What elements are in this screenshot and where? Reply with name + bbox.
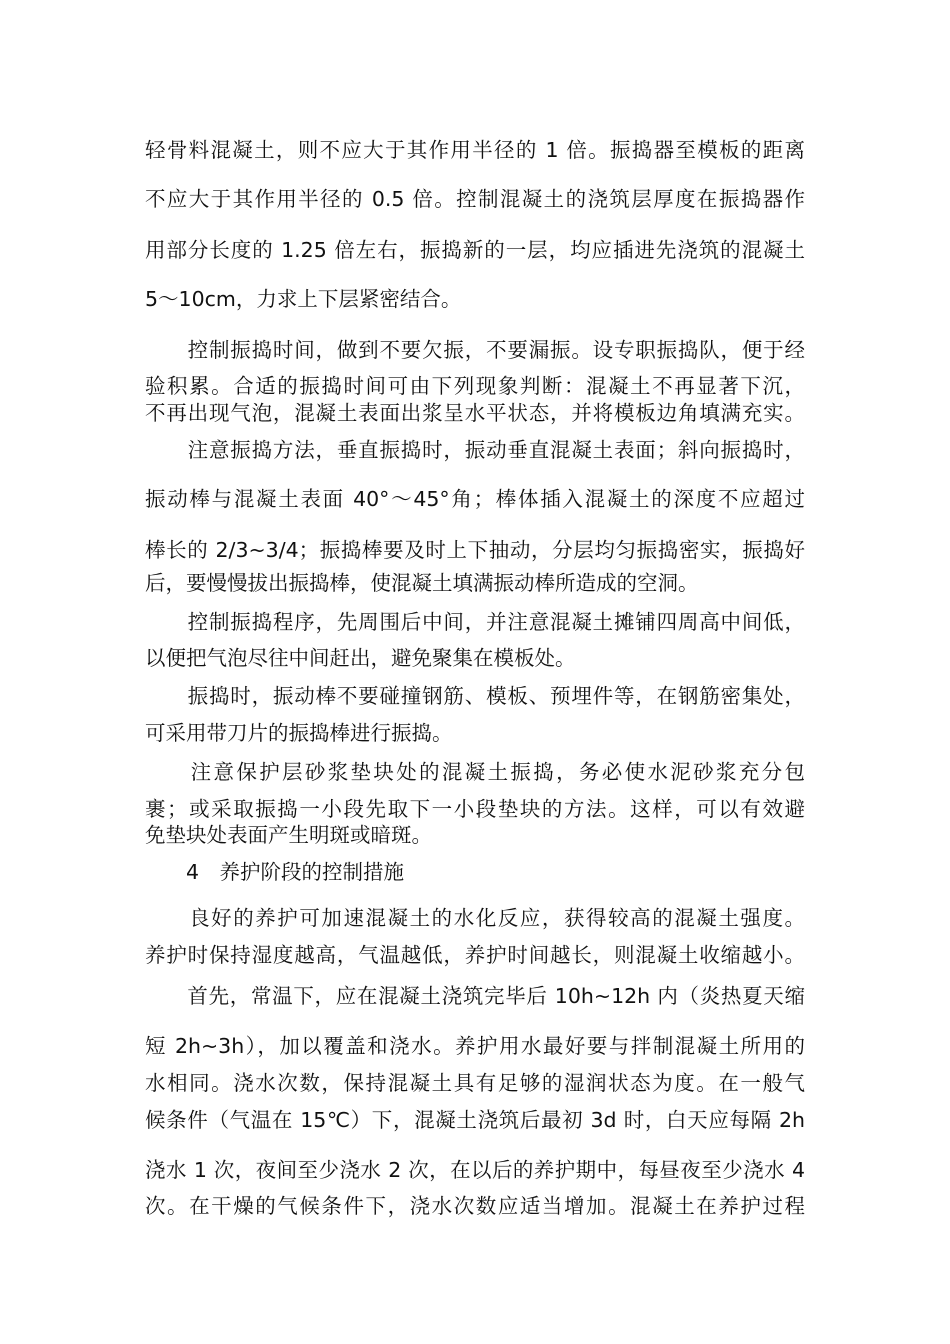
text-line: 不再出现气泡，混凝土表面出浆呈水平状态，并将模板边角填满充实。 <box>145 401 805 425</box>
text-line: 5～10cm，力求上下层紧密结合。 <box>145 287 462 311</box>
text-line: 养护时保持湿度越高，气温越低，养护时间越长，则混凝土收缩越小。 <box>145 943 805 967</box>
text-line: 次。在干燥的气候条件下，浇水次数应适当增加。混凝土在养护过程 <box>145 1194 805 1218</box>
text-line: 注意保护层砂浆垫块处的混凝土振捣，务必使水泥砂浆充分包 <box>145 760 805 784</box>
text-line: 振捣时，振动棒不要碰撞钢筋、模板、预埋件等，在钢筋密集处， <box>145 684 805 708</box>
text-line: 可采用带刀片的振捣棒进行振捣。 <box>145 721 453 745</box>
text-line: 不应大于其作用半径的 0.5 倍。控制混凝土的浇筑层厚度在振捣器作 <box>145 187 805 211</box>
text-line: 裹；或采取振捣一小段先取下一小段垫块的方法。这样，可以有效避 <box>145 797 805 821</box>
text-line: 免垫块处表面产生明斑或暗斑。 <box>145 823 432 847</box>
text-line: 候条件（气温在 15℃）下，混凝土浇筑后最初 3d 时，白天应每隔 2h <box>145 1108 805 1132</box>
text-line: 浇水 1 次，夜间至少浇水 2 次，在以后的养护期中，每昼夜至少浇水 4 <box>145 1158 805 1182</box>
section-heading: 4 养护阶段的控制措施 <box>145 860 405 884</box>
text-line: 控制振捣程序，先周围后中间，并注意混凝土摊铺四周高中间低， <box>145 610 805 634</box>
text-line: 以便把气泡尽往中间赶出，避免聚集在模板处。 <box>145 646 576 670</box>
text-line: 用部分长度的 1.25 倍左右，振捣新的一层，均应插进先浇筑的混凝土 <box>145 238 805 262</box>
text-line: 验积累。合适的振捣时间可由下列现象判断：混凝土不再显著下沉， <box>145 374 805 398</box>
text-line: 后，要慢慢拔出振捣棒，使混凝土填满振动棒所造成的空洞。 <box>145 571 699 595</box>
text-line: 良好的养护可加速混凝土的水化反应，获得较高的混凝土强度。 <box>145 906 805 930</box>
text-line: 水相同。浇水次数，保持混凝土具有足够的湿润状态为度。在一般气 <box>145 1071 805 1095</box>
text-line: 短 2h~3h），加以覆盖和浇水。养护用水最好要与拌制混凝土所用的 <box>145 1034 805 1058</box>
text-line: 棒长的 2/3~3/4；振捣棒要及时上下抽动，分层均匀振捣密实，振捣好 <box>145 538 805 562</box>
text-line: 注意振捣方法，垂直振捣时，振动垂直混凝土表面；斜向振捣时， <box>145 438 805 462</box>
text-line: 控制振捣时间，做到不要欠振，不要漏振。设专职振捣队，便于经 <box>145 338 805 362</box>
text-line: 首先，常温下，应在混凝土浇筑完毕后 10h~12h 内（炎热夏天缩 <box>145 984 805 1008</box>
text-line: 轻骨料混凝土，则不应大于其作用半径的 1 倍。振捣器至模板的距离 <box>145 138 805 162</box>
text-line: 振动棒与混凝土表面 40°～45°角；棒体插入混凝土的深度不应超过 <box>145 487 805 511</box>
